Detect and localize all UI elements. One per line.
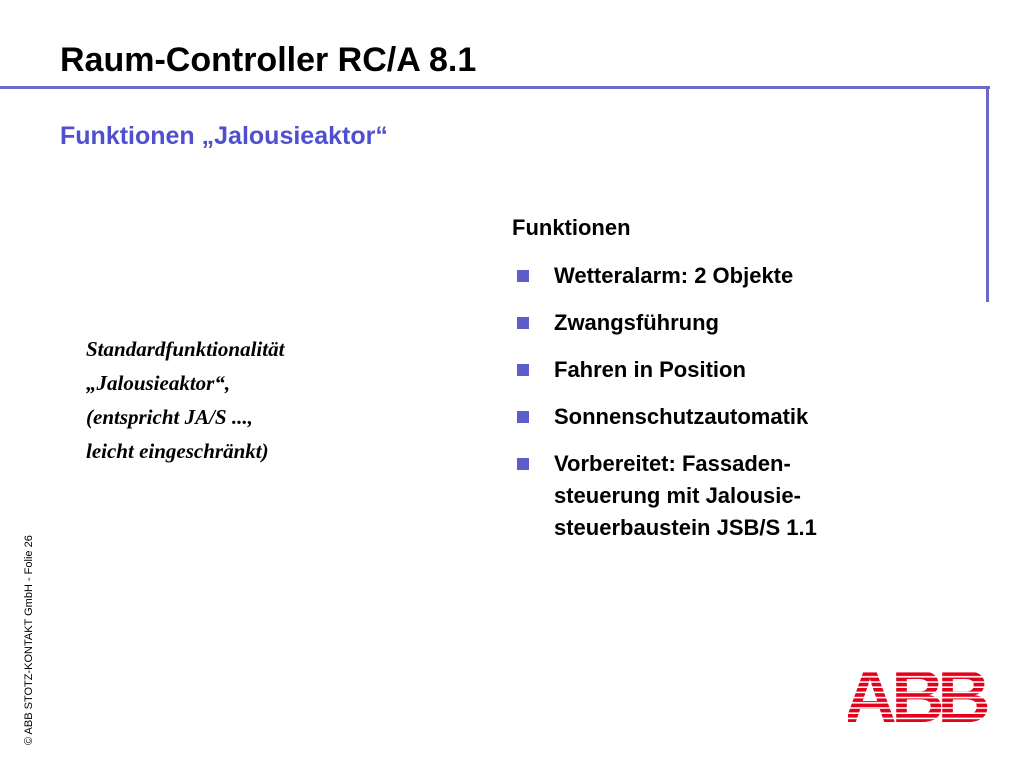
list-item-text: Vorbereitet: Fassaden-	[554, 451, 791, 476]
functions-heading: Funktionen	[512, 215, 631, 240]
list-item-text: Zwangsführung	[554, 310, 719, 335]
copyright-footer	[22, 520, 40, 745]
frame-line-top	[0, 86, 990, 89]
square-bullet-icon	[517, 411, 529, 423]
square-bullet-icon	[517, 364, 529, 376]
square-bullet-icon	[517, 270, 529, 282]
slide-title: Raum-Controller RC/A 8.1	[60, 41, 477, 79]
list-item	[512, 260, 817, 292]
list-item	[512, 354, 817, 386]
list-item-text: Sonnenschutzautomatik	[554, 404, 809, 429]
square-bullet-icon	[517, 317, 529, 329]
list-item-text: steuerbaustein JSB/S 1.1	[554, 515, 817, 540]
note-line: leicht eingeschränkt)	[86, 439, 269, 463]
square-bullet-icon	[517, 458, 529, 470]
note-line: (entspricht JA/S ...,	[86, 405, 253, 429]
list-item-text: Wetteralarm: 2 Objekte	[554, 263, 794, 288]
list-item	[512, 401, 817, 433]
standard-functionality-note	[86, 332, 284, 468]
note-line: „Jalousieaktor“,	[86, 371, 231, 395]
list-item-text: Fahren in Position	[554, 357, 746, 382]
note-line: Standardfunktionalität	[86, 337, 285, 361]
abb-logo	[848, 662, 988, 724]
list-item	[512, 448, 817, 544]
functions-list	[512, 260, 817, 559]
slide-subtitle: Funktionen „Jalousieaktor“	[60, 122, 388, 150]
frame-line-right	[986, 86, 989, 302]
list-item-text: steuerung mit Jalousie-	[554, 483, 801, 508]
list-item	[512, 307, 817, 339]
copyright-text: © ABB STOTZ-KONTAKT GmbH - Folie 26	[23, 535, 35, 745]
